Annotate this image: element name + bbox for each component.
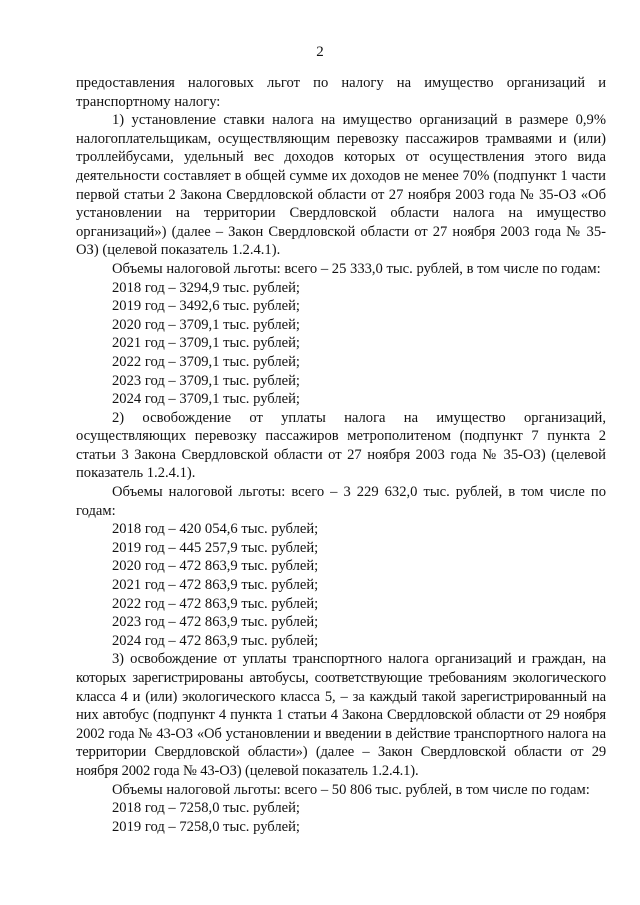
item-1-paragraph: 1) установление ставки налога на имущество организаций в размере 0,9% налогоплательщикам, осуществляющим перевозку пассажиров трамваями и (или) троллейбусами, удельный вес доходов которых от осуществления этого вида деятельности составляет в общей сумме их доходов не менее 70% (подпункт 1 части первой статьи 2 Закона Свердловской области от 27 ноября 2003 года № 35-ОЗ «Об установлении на территории Свердловской области налога на имущество организаций») (далее – Закон Свердловской области от 27 ноября 2003 года № 35-ОЗ) (целевой показатель 1.2.4.1).: [76, 112, 606, 259]
list-item: 2022 год – 3709,1 тыс. рублей;: [112, 353, 300, 370]
document-body: [76, 74, 606, 836]
years-list-2: [76, 520, 606, 650]
list-item: 2019 год – 7258,0 тыс. рублей;: [112, 818, 300, 835]
list-item: 2019 год – 445 257,9 тыс. рублей;: [112, 539, 319, 556]
volume-3-paragraph: Объемы налоговой льготы: всего – 50 806 тыс. рублей, в том числе по годам:: [112, 781, 590, 798]
list-item: 2024 год – 472 863,9 тыс. рублей;: [112, 632, 319, 649]
list-item: 2018 год – 3294,9 тыс. рублей;: [112, 279, 300, 296]
list-item: 2020 год – 3709,1 тыс. рублей;: [112, 316, 300, 333]
volume-2-paragraph: Объемы налоговой льготы: всего – 3 229 632,0 тыс. рублей, в том числе по годам:: [76, 484, 606, 519]
years-list-1: [76, 279, 606, 409]
list-item: 2023 год – 3709,1 тыс. рублей;: [112, 372, 300, 389]
item-3-paragraph: 3) освобождение от уплаты транспортного налога организаций и граждан, на которых зарегистрированы автобусы, соответствующие требованиям экологического класса 4 и (или) экологического класса 5, – за каждый такой зарегистрированный на них автобус (подпункт 4 пункта 1 статьи 4 Закона Свердловской области от 29 ноября 2002 года № 43-ОЗ «Об установлении и введении в действие транспортного налога на территории Свердловской области») (далее – Закон Свердловской области от 29 ноября 2002 года № 43-ОЗ) (целевой показатель 1.2.4.1).: [76, 651, 606, 779]
years-list-3: [76, 799, 606, 836]
list-item: 2019 год – 3492,6 тыс. рублей;: [112, 298, 300, 315]
list-item: 2023 год – 472 863,9 тыс. рублей;: [112, 614, 319, 631]
volume-1-paragraph: Объемы налоговой льготы: всего – 25 333,0 тыс. рублей, в том числе по годам:: [112, 260, 601, 277]
list-item: 2020 год – 472 863,9 тыс. рублей;: [112, 558, 319, 575]
item-2-paragraph: 2) освобождение от уплаты налога на имущество организаций, осуществляющих перевозку пассажиров метрополитеном (подпункт 7 пункта 2 статьи 3 Закона Свердловской области от 27 ноября 2003 года № 35-ОЗ) (целевой показатель 1.2.4.1).: [76, 409, 606, 482]
list-item: 2024 год – 3709,1 тыс. рублей;: [112, 391, 300, 408]
page-number: 2: [316, 44, 324, 60]
list-item: 2018 год – 7258,0 тыс. рублей;: [112, 800, 300, 817]
intro-paragraph: предоставления налоговых льгот по налогу на имущество организаций и транспортному налогу:: [76, 75, 606, 110]
list-item: 2021 год – 3709,1 тыс. рублей;: [112, 335, 300, 352]
list-item: 2018 год – 420 054,6 тыс. рублей;: [112, 521, 319, 538]
list-item: 2021 год – 472 863,9 тыс. рублей;: [112, 577, 319, 594]
list-item: 2022 год – 472 863,9 тыс. рублей;: [112, 595, 319, 612]
